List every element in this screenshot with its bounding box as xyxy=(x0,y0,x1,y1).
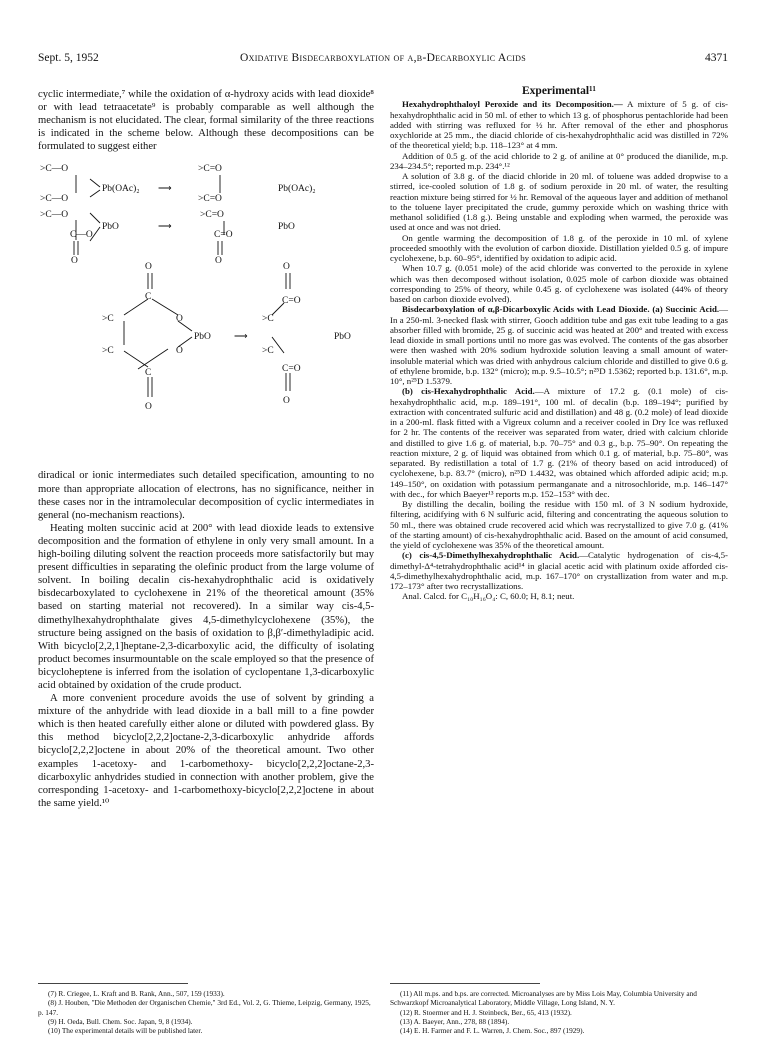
svg-text:>C=O: >C=O xyxy=(200,210,224,221)
svg-text:>C: >C xyxy=(102,314,114,325)
section-dimethyl-title: (c) cis-4,5-Dimethylhexahydrophthalic Acid. xyxy=(402,550,580,561)
section-peroxide-text-3: A solution of 3.8 g. of the diacid chloride in 20 ml. of toluene was added dropwise to a stirred, ice-cooled solution of 1.8 g. of sodium peroxide in 20 ml. of water, the resulting reaction mixture being stirred for ½ hr. Removal of the aqueous layer and addition of methanol to the toluene layer precipitated the crude, gummy peroxide which on washing thrice with methanol solidified (1.8 g.). Being unstable and exploding when warmed, the peroxide was used at once and was not dried. xyxy=(390,171,728,233)
footnote-14: (14) E. H. Farmer and F. L. Warren, J. Chem. Soc., 897 (1929). xyxy=(400,1026,585,1036)
footnote-rule-left xyxy=(38,983,188,984)
footnote-12: (12) R. Stoermer and H. J. Steinbeck, Ber., 65, 413 (1932). xyxy=(400,1007,572,1017)
scheme-reagent-3: PbO xyxy=(194,332,211,343)
scheme-arrow-1: ⟶ xyxy=(158,184,172,195)
svg-text:C: C xyxy=(145,292,152,303)
svg-text:C: C xyxy=(145,368,152,379)
footnote-9: (9) H. Oeda, Bull. Chem. Soc. Japan, 9, 8 (1934). xyxy=(48,1016,193,1026)
section-succinic-title: Bisdecarboxylation of α,β-Dicarboxylic Acids with Lead Dioxide. (a) Succinic Acid. xyxy=(402,304,720,315)
scheme-product-2: PbO xyxy=(278,222,295,233)
svg-text:C=O: C=O xyxy=(282,296,301,307)
svg-text:>C: >C xyxy=(262,346,274,357)
section-hexahydrophthalic-text-2: By distilling the decalin, boiling the residue with 150 ml. of 3 N sodium hydroxide, filtering, acidifying with 6 N sulfuric acid, filtering and concentrating the aqueous solution to 50 ml., there was obtained crude recovered acid which was recrystallized to give 7.0 g. (41% of the starting amount) of cis-hexahydrophthalic acid. Based on the amount of acid consumed, the yield of cyclohexene was 35% of the theoretical amount. xyxy=(390,499,728,550)
section-dimethyl-analysis: Anal. Calcd. for C₁₀H₁₆O₄: C, 60.0; H, 8.1; neut. xyxy=(402,591,575,602)
section-peroxide-title: Hexahydrophthaloyl Peroxide and its Decomposition.— xyxy=(402,99,623,110)
section-hexahydrophthalic-text-1: —A mixture of 17.2 g. (0.1 mole) of cis-hexahydrophthalic acid, m.p. 189–191°, 100 ml. of decalin (b.p. 189–194°; purified by extraction with concentrated sulfuric acid and distillation) and 48 g. (0.2 mole) of lead dioxide in a 200-ml. flask fitted with a Vigreux column and a receiver cooled in Dry Ice was refluxed for 2 hr. The contents of the receiver was separated from water, dried with calcium chloride and distilled to give 1.6 g. of material, b.p. 70–75° and 0.3 g., b.p. 75–90°. On repeating the reaction mixture, 2 g. of liquid was obtained from which 0.1 g. of material, b.p. 75–80°, was separated. By redistillation a total of 1.7 g. (21% of theory based on acid introduced) of cyclohexene, b.p. 83.7° (micro), n²⁵D 1.4432, was obtained which afforded adipic acid; m.p. 149–150°, on oxidation with potassium permanganate and a nitrosochloride, m.p. 146–147° with dec., for which Baeyer¹³ reports m.p. 152–153° with dec. xyxy=(390,386,728,499)
header-date: Sept. 5, 1952 xyxy=(38,52,99,64)
footnote-13: (13) A. Baeyer, Ann., 278, 88 (1894). xyxy=(400,1016,510,1026)
svg-text:>C—O: >C—O xyxy=(40,194,69,205)
reaction-scheme xyxy=(38,157,374,463)
svg-text:O: O xyxy=(283,262,290,273)
svg-text:>C=O: >C=O xyxy=(198,194,222,205)
reaction-scheme-drawing xyxy=(38,157,374,463)
svg-text:C=O: C=O xyxy=(282,364,301,375)
section-peroxide-text-1: A mixture of 5 g. of cis-hexahydrophthalic acid in 50 ml. of ether to which 13 g. of phosphorus pentachloride had been added with stirring was refluxed for ½ hr. After removal of the ether and phosphorus oxychloride at 25 mm., the diacid chloride of cis-hexahydrophthalic acid was distilled in 72% of the theoretical yield; b.p. 118–123° at 4 mm. xyxy=(390,99,728,151)
section-hexahydrophthalic-title: (b) cis-Hexahydrophthalic Acid. xyxy=(402,386,535,397)
section-peroxide-text-5: When 10.7 g. (0.051 mole) of the acid chloride was converted to the peroxide in xylene which was then decomposed without isolation, 0.025 mole of carbon dioxide was obtained corresponding to 25% of theory, while 0.45 g. of cyclohexene was isolated (44% of theory based on carbon dioxide evolved). xyxy=(390,263,728,304)
footnote-10: (10) The experimental details will be published later. xyxy=(48,1026,203,1036)
page-number: 4371 xyxy=(705,52,728,64)
paragraph-intro: cyclic intermediate,⁷ while the oxidation of α-hydroxy acids with lead dioxide⁸ or with lead tetraacetate⁹ is probably comparable as well although the mechanism is not elucidated. The clear, formal similarity of the three reactions is indicated in the scheme below. Although these decompositions can be formulated to suggest either xyxy=(38,89,374,153)
header-title: Oxidative Bisdecarboxylation of α,β-Decarboxylic Acids xyxy=(240,52,526,64)
scheme-arrow-3: ⟶ xyxy=(234,332,248,343)
svg-text:O: O xyxy=(145,262,152,273)
section-dimethyl-text: —Catalytic hydrogenation of cis-4,5-dimethyl-Δ⁴-tetrahydrophthalic acid¹⁴ in glacial acetic acid with platinum oxide afforded cis-4,5-dimethylhexahydrophthalic acid, m.p. 167–170° on crystallization from water and m.p. 172–173° after two recrystallizations. xyxy=(390,550,728,591)
svg-text:O: O xyxy=(176,346,183,357)
section-peroxide-text-2: Addition of 0.5 g. of the acid chloride to 2 g. of aniline at 0° produced the dianilide, m.p. 234–234.5°; reported m.p. 234°.¹² xyxy=(390,150,728,171)
footnotes-right xyxy=(390,989,728,1035)
footnote-rule-right xyxy=(390,983,540,984)
svg-text:>C—O: >C—O xyxy=(40,210,69,221)
running-header xyxy=(38,52,728,70)
left-column xyxy=(38,88,374,810)
svg-text:>C—O: >C—O xyxy=(40,164,69,175)
scheme-product-3: PbO xyxy=(334,332,351,343)
scheme-product-1: Pb(OAc)₂ xyxy=(278,184,316,195)
svg-text:O: O xyxy=(176,314,183,325)
section-succinic-text: —In a 250-ml. 3-necked flask with stirrer, Gooch addition tube and gas exit tube leading to a gas absorber filled with bromide, 25 g. of succinic acid was heated at 200° and treated with excess lead dioxide in small portions until no more gas was evolved. The contents of the gas absorber were then washed with 20% sodium hydroxide solution leaving a small amount of water-insoluble material which was dried with anhydrous calcium chloride and distilled to give 0.6 g. of ethylene bromide, b.p. 132° (micro); m.p. 9.5–10.5°; n²⁵D 1.5362; reported b.p. 131.6°, m.p. 10°, n²⁵D 1.5379. xyxy=(390,304,728,386)
svg-text:C=O: C=O xyxy=(214,230,233,241)
svg-text:O: O xyxy=(71,256,78,267)
paragraph-diradical: diradical or ionic intermediates such detailed specification, amounting to no more than appropriate allocation of electrons, has no significance, neither in these cases nor in the intramolecular decomposition of cyclic intermediates in general (no-mechanism reactions). xyxy=(38,470,374,521)
svg-text:C—O: C—O xyxy=(70,230,93,241)
experimental-heading: Experimental¹¹ xyxy=(522,85,596,97)
svg-text:>C=O: >C=O xyxy=(198,164,222,175)
footnote-11: (11) All m.ps. and b.ps. are corrected. Microanalyses are by Miss Lois May, Columbia University and Schwarzkopf Microanalytical Laboratory, Middle Village, Long Island, N. Y. xyxy=(390,989,697,1008)
paragraph-heating: Heating molten succinic acid at 200° with lead dioxide leads to extensive decomposition and the formation of ethylene in only very small amount. In a high-boiling diluting solvent the reaction proceeds more satisfactorily but may present difficulties in separating the olefinic product from the large volume of solvent. In boiling decalin cis-hexahydrophthalic acid is oxidatively bisdecarboxylated to cyclohexene in 21% of the theoretical amount (35% based on starting material not recovered). In a similar way cis-4,5-dimethylhexahydrophthalate gives 4,5-dimethylcyclohexene (35%), the structure being assigned on the basis of oxidation to β,β′-dimethyladipic acid. With bicyclo[2,2,1]heptane-2,3-dicarboxylic acid, the difficulty of isolating product becomes insurmountable on the scale employed so that the presence of bicycloheptene is inferred from the isolation of cyclopentane 1,3-dicarboxylic acid obtained by oxidation of the crude product. xyxy=(38,522,374,691)
right-column xyxy=(390,86,728,602)
scheme-arrow-2: ⟶ xyxy=(158,222,172,233)
footnotes-left xyxy=(38,989,374,1035)
svg-text:>C: >C xyxy=(262,314,274,325)
svg-text:>C: >C xyxy=(102,346,114,357)
section-peroxide-text-4: On gentle warming the decomposition of 1.8 g. of the peroxide in 10 ml. of xylene proceeded smoothly with the evolution of carbon dioxide. Distillation yielded 0.5 g. of impure cyclohexene, b.p. 60–95°, identified by oxidation to adipic acid. xyxy=(390,232,728,263)
svg-text:O: O xyxy=(283,396,290,407)
svg-text:O: O xyxy=(215,256,222,267)
scheme-reagent-1: Pb(OAc)₂ xyxy=(102,184,140,195)
footnote-7: (7) R. Criegee, L. Kraft and B. Rank, Ann., 507, 159 (1933). xyxy=(48,989,225,998)
scheme-reagent-2: PbO xyxy=(102,222,119,233)
footnote-8: (8) J. Houben, "Die Methoden der Organischen Chemie," 3rd Ed., Vol. 2, G. Thieme, Leipzig, Germany, 1925, p. 147. xyxy=(38,998,371,1017)
paragraph-convenient: A more convenient procedure avoids the use of solvent by grinding a mixture of the anhydride with lead dioxide in a ball mill to a fine powder which is then heated carefully either alone or diluted with powdered glass. By this method bicyclo[2,2,2]octane-2,3-dicarboxylic anhydride affords bicyclo[2,2,2]octene in about 20% of the theoretical amount. Two other examples 1-acetoxy- and 1-carbomethoxy- bicyclo[2,2,2]octane-2,3-dicarboxylic anhydrides studied in connection with another problem, give the corresponding 1-acetoxy- and 1-carbomethoxy-bicyclo[2,2,2]octene in about the same yield.¹⁰ xyxy=(38,693,374,809)
svg-text:O: O xyxy=(145,402,152,413)
